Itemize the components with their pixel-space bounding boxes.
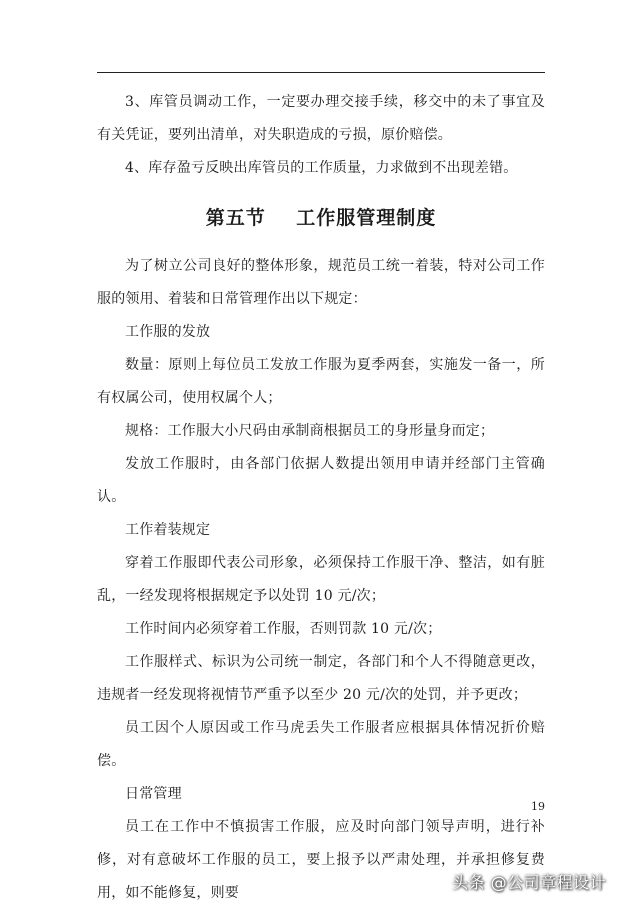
paragraph-size: 规格：工作服大小尺码由承制商根据员工的身形量身而定； <box>125 423 495 439</box>
paragraph-issuing: 发放工作服时，由各部门依据人数提出领用申请并经部门主管确认。 <box>97 456 545 505</box>
paragraph-damage: 员工在工作中不慎损害工作服，应及时向部门领导声明，进行补修，对有意破坏工作服的员工，要上报予以严肃处理，并承担修复费用，如不能修复，则要 <box>97 819 545 901</box>
paragraph-working-hours: 工作时间内必须穿着工作服，否则罚款 10 元/次； <box>125 621 442 637</box>
subheading-dress-rules: 工作着装规定 <box>125 522 211 538</box>
paragraph-inventory-quality: 4、库存盈亏反映出库管员的工作质量，力求做到不出现差错。 <box>125 160 518 176</box>
paragraph-handover: 3、库管员调动工作，一定要办理交接手续，移交中的未了事宜及有关凭证，要列出清单，对失职造成的亏损，原价赔偿。 <box>97 94 545 143</box>
paragraph-loss: 员工因个人原因或工作马虎丢失工作服者应根据具体情况折价赔偿。 <box>97 720 545 769</box>
document-body <box>97 86 545 910</box>
paragraph-quantity: 数量：原则上每位员工发放工作服为夏季两套，实施发一备一，所有权属公司，使用权属个人； <box>97 357 545 406</box>
section-heading: 第五节 工作服管理制度 <box>205 207 437 229</box>
watermark-logo: 头条 @公司章程设计 <box>452 873 607 892</box>
paragraph-style-logo: 工作服样式、标识为公司统一制定，各部门和个人不得随意更改，违规者一经发现将视情节严重予以至少 20 元/次的处罚，并予更改； <box>97 654 545 703</box>
header-rule <box>97 72 545 73</box>
paragraph-cleanliness: 穿着工作服即代表公司形象，必须保持工作服干净、整洁，如有脏乱，一经发现将根据规定予以处罚 10 元/次； <box>97 555 545 604</box>
page-number: 19 <box>531 800 545 813</box>
subheading-daily-management: 日常管理 <box>125 786 182 802</box>
subheading-distribution: 工作服的发放 <box>125 324 211 340</box>
paragraph-intro: 为了树立公司良好的整体形象，规范员工统一着装，特对公司工作服的领用、着装和日常管理作出以下规定： <box>97 258 545 307</box>
